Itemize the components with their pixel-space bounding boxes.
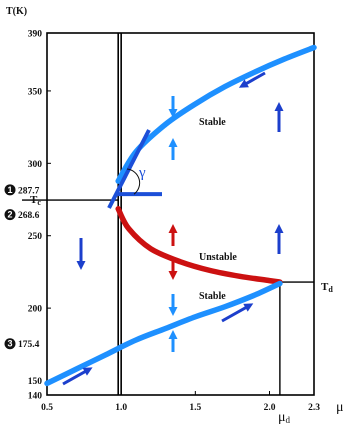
mu-d-main: μ	[278, 410, 286, 425]
stable-lower-label: Stable	[199, 291, 226, 302]
mu-d-label	[278, 410, 291, 425]
y-tick-label: 350	[27, 87, 42, 98]
tangent-marker	[109, 130, 162, 208]
unstable-curve	[118, 209, 280, 282]
arrow-unstable-down-head	[169, 271, 178, 280]
y-tick-label: 140	[27, 391, 42, 402]
circle-marker-number: 3	[7, 338, 13, 349]
arrow-left-down-head	[77, 261, 86, 270]
arrow-lower-curve-down-head	[169, 307, 178, 316]
td-label	[321, 281, 333, 294]
arrow-unstable-up-head	[169, 224, 178, 233]
x-tick-label: 0.5	[41, 403, 53, 413]
arrow-lower-curve-up-head	[169, 330, 178, 339]
tc-sub: c	[37, 198, 41, 207]
y-tick-label: 250	[27, 232, 42, 243]
unstable-label: Unstable	[199, 252, 237, 263]
left-mark-value: 287.7	[18, 186, 40, 197]
stable-lower-curve	[47, 284, 280, 384]
y-axis-title: T(K)	[6, 6, 28, 17]
arrow-left-down	[77, 238, 86, 270]
x-tick-label: 2.0	[263, 403, 276, 413]
arrow-lower-curve-down	[169, 294, 178, 316]
plot-frame	[47, 33, 314, 395]
x-tick-label: 1.5	[189, 403, 202, 413]
x-tick-label: 2.3	[308, 403, 320, 413]
arrow-lower-curve-up	[169, 330, 178, 352]
arrow-unstable-up	[169, 224, 178, 246]
x-axis-title: μ	[336, 400, 344, 415]
arrow-upper-curve-up	[169, 138, 178, 160]
circle-marker-number: 2	[7, 209, 13, 220]
arrow-middle-right-up-head	[275, 224, 284, 233]
circle-marker-number: 1	[7, 184, 13, 195]
arrow-middle-right-up	[275, 224, 284, 254]
mu-d-sub: d	[285, 415, 291, 425]
y-tick-label: 150	[27, 377, 42, 388]
stable-upper-curve	[118, 48, 314, 182]
curves	[47, 48, 314, 384]
left-mark-value: 268.6	[18, 211, 40, 222]
td-sub: d	[328, 285, 333, 294]
gamma-angle-label: γ	[139, 165, 146, 181]
stable-upper-label: Stable	[199, 117, 226, 128]
left-marks	[5, 184, 40, 350]
y-tick-label: 200	[27, 304, 42, 315]
y-tick-label: 390	[27, 29, 42, 40]
reference-lines	[22, 33, 314, 395]
td-main: T	[321, 281, 329, 293]
left-mark-value: 175.4	[18, 340, 40, 351]
arrow-upper-right-up	[275, 102, 284, 132]
x-tick-label: 1.0	[115, 403, 128, 413]
y-tick-label: 300	[27, 159, 42, 170]
arrow-upper-curve-up-head	[169, 138, 178, 147]
arrow-upper-right-up-head	[275, 102, 284, 111]
tc-main: T	[30, 194, 38, 206]
